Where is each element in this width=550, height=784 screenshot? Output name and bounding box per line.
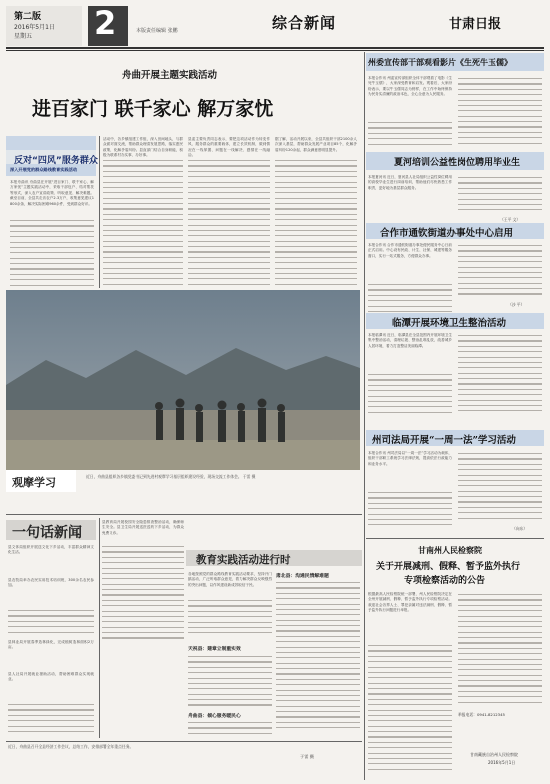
edu-sub-3: 舟曲县：倾心服务暖民心	[188, 714, 241, 719]
side-story-title: 反对“四风”服务群众	[14, 156, 98, 166]
brief-extra: 县教育局开展校园安全隐患排查整治活动，确保师生安全。县卫生局开展送医送药下乡活动，为群众免费义诊。	[102, 520, 184, 535]
edu-intro-lines	[188, 600, 272, 638]
lead-body-col1: 活动中，各乡镇组建工作组，深入田间地头，与群众面对面交流，帮助群众理清发展思路，落实惠民政策，化解矛盾纠纷。县直部门结合自身职能，积极为联系村办实事、办好事。	[103, 137, 183, 157]
lead-kicker: 舟曲开展主题实践活动	[122, 70, 218, 81]
r6-date: 2016年5月1日	[488, 760, 516, 765]
edu-sub3-lines	[188, 722, 272, 738]
r5-lines-b	[458, 453, 542, 523]
brief-item-4: 县人社局开展就业援助活动，帮助困难群众实现就业。	[8, 672, 94, 682]
r1-title: 州委宣传部干部观看影片《生死牛玉儒》	[368, 57, 512, 67]
edu-sub1-lines	[188, 656, 272, 708]
masthead-rule-thin	[6, 50, 544, 51]
brief-title: 一句话新闻	[12, 525, 82, 541]
r6-lines-a	[368, 645, 452, 775]
r4-lines-a	[368, 374, 452, 418]
r3-body: 本报合作讯 合作市通钦街道办事处便民服务中心日前正式启用。中心设有民政、计生、社保、城建等服务窗口，实行一站式服务，方便群众办事。	[368, 243, 452, 258]
newspaper-logo: 甘肃日报	[449, 17, 502, 32]
r4-lines-b	[458, 335, 542, 418]
r5-title: 州司法局开展“一周一法”学习活动	[372, 435, 516, 446]
lead-body-col3-lines	[275, 160, 357, 288]
r1-lines-b	[458, 78, 542, 150]
r6-contact: 举报电话：0941-8212345	[458, 712, 505, 717]
date-line: 2016年5月1日	[14, 24, 55, 31]
edu-sub-2: 肃北县：沟通民情解难题	[276, 574, 329, 579]
r4-body: 本报临潭讯 近日，临潭县在全县范围内开展环境卫生集中整治活动，清理垃圾、整治乱堆乱放，改善城乡人居环境，着力打造整洁美丽临潭。	[368, 333, 452, 348]
r3-lines-a	[368, 284, 452, 314]
r6-body: 根据最高人民检察院统一部署，州人民检察院决定在全州开展减刑、假释、暂予监外执行专项检察活动。欢迎社会各界人士、罪犯亲属对违法减刑、假释、暂予监外执行问题进行举报。	[368, 592, 452, 613]
section-title: 综合新闻	[272, 14, 337, 32]
page-label: 第二版	[14, 12, 42, 22]
lead-body-col2: 县委主要负责同志表示，要把这项活动作为转变作风、服务群众的重要载体，建立长效机制，做到情况在一线掌握、问题在一线解决、感情在一线融洽。	[188, 137, 270, 157]
brief-item-1: 县文体局组织开展送文化下乡活动，丰富群众精神文化生活。	[8, 545, 94, 555]
column-divider	[99, 136, 100, 288]
bottom-caption-credit: 于雷 摄	[300, 754, 314, 759]
edu-col-right-lines	[276, 582, 360, 738]
lead-headline: 进百家门 联千家心 解万家忧	[32, 98, 274, 120]
r2-note: （王平 文）	[500, 217, 521, 222]
r6-title-line2: 专项检察活动的公告	[404, 576, 486, 586]
right-column-divider	[364, 52, 365, 780]
masthead-rule	[6, 47, 544, 49]
r5-lines-a	[368, 492, 452, 532]
r6-lines-b	[458, 594, 542, 706]
photo-label: 观摩学习	[12, 476, 56, 489]
page-number: 2	[94, 4, 117, 42]
r5-body: 本报合作讯 州司法局以“一周一法”学习活动为载体，组织干部职工系统学习法律法规，提高依法行政能力和业务水平。	[368, 451, 452, 466]
brief-lines-a	[8, 610, 94, 638]
r6-org: 甘南藏族自治州人民检察院	[470, 752, 518, 757]
r5-note: （向东）	[512, 526, 528, 531]
lead-body-col1-lines	[103, 160, 183, 288]
r2-body: 本报夏河讯 近日，夏河县人社局组织公益性岗位聘用的高校毕业生进行岗前培训，帮助他们尽快熟悉工作职责，更好地为基层群众服务。	[368, 175, 452, 190]
edu-title: 教育实践活动进行时	[196, 554, 291, 566]
r1-lines-a	[368, 122, 452, 150]
edu-sub-1: 天祝县：建章立制重实效	[188, 647, 241, 652]
bottom-caption: 近日，舟曲县召开全县经济工作会议，总结工作，安排部署全年重点任务。	[8, 744, 134, 749]
lead-body-col3: 据了解，活动开展以来，全县共组织干部2100余人次深入基层，帮助群众发展产业项目85个，化解矛盾纠纷120余起，群众满意度明显提升。	[275, 137, 357, 152]
side-story-body: 本报舟曲讯 舟曲县在开展“进百家门、联千家心、解万家忧”主题实践活动中，采取干部包户、结对帮扶等形式，深入农户宣讲政策、听取意见、解决难题。截至目前，全县共走访农户2.3万户，收集意见建议1800余条，解决实际困难960余件，受到群众好评。	[10, 180, 94, 206]
photo-caption: 近日，舟曲县组织各乡镇党委书记到先进村观摩学习基层组织建设经验，现场交流工作体会。 于雷 摄	[86, 474, 256, 479]
r2-title: 夏河培训公益性岗位聘用毕业生	[394, 158, 521, 168]
r1-body: 本报合作讯 州委宣传部组织全体干部观看了电影《生死牛玉儒》，大家深受教育和启发。观看后，大家纷纷表示，要以牛玉儒同志为榜样，在工作中始终保持为民务实清廉的政治本色，全心全意为人民服务。	[368, 76, 452, 97]
photo-bottom-rule	[6, 514, 362, 515]
lead-body-col2-lines	[188, 160, 270, 288]
brief-item-2: 县农牧局举办农民实用技术培训班，300余名农民参加。	[8, 578, 94, 588]
r2-lines	[458, 177, 542, 215]
brief-divider	[99, 518, 100, 738]
brief-lines-b	[8, 704, 94, 738]
weekday: 星期五	[14, 33, 33, 40]
editor-line: 本版责任编辑 张鹏	[136, 28, 178, 34]
r3-lines-b	[458, 245, 542, 299]
r3-note: （沙 平）	[508, 302, 525, 307]
edu-intro: 各地按照党的群众路线教育实践活动要求，坚持开门搞活动，广泛听取群众意见，着力解决群众反映强烈的突出问题，以作风建设新成效取信于民。	[188, 572, 272, 587]
r6-title-line1: 关于开展减刑、假释、暂予监外执行	[376, 562, 521, 572]
side-story-subtitle: 深入开展党的群众路线教育实践活动	[10, 167, 78, 172]
brief-item-3: 县林业局开展春季造林绿化，完成植树造林面积2万亩。	[8, 640, 94, 650]
r6-kicker: 甘南州人民检察院	[418, 545, 482, 555]
r4-title: 临潭开展环境卫生整治活动	[392, 318, 507, 329]
bottom-caption-rule	[6, 741, 362, 742]
brief-extra-lines	[102, 546, 184, 646]
r6-top-rule	[366, 538, 544, 539]
r3-title: 合作市通钦街道办事处中心启用	[380, 228, 514, 239]
side-story-body-lines	[10, 220, 94, 288]
